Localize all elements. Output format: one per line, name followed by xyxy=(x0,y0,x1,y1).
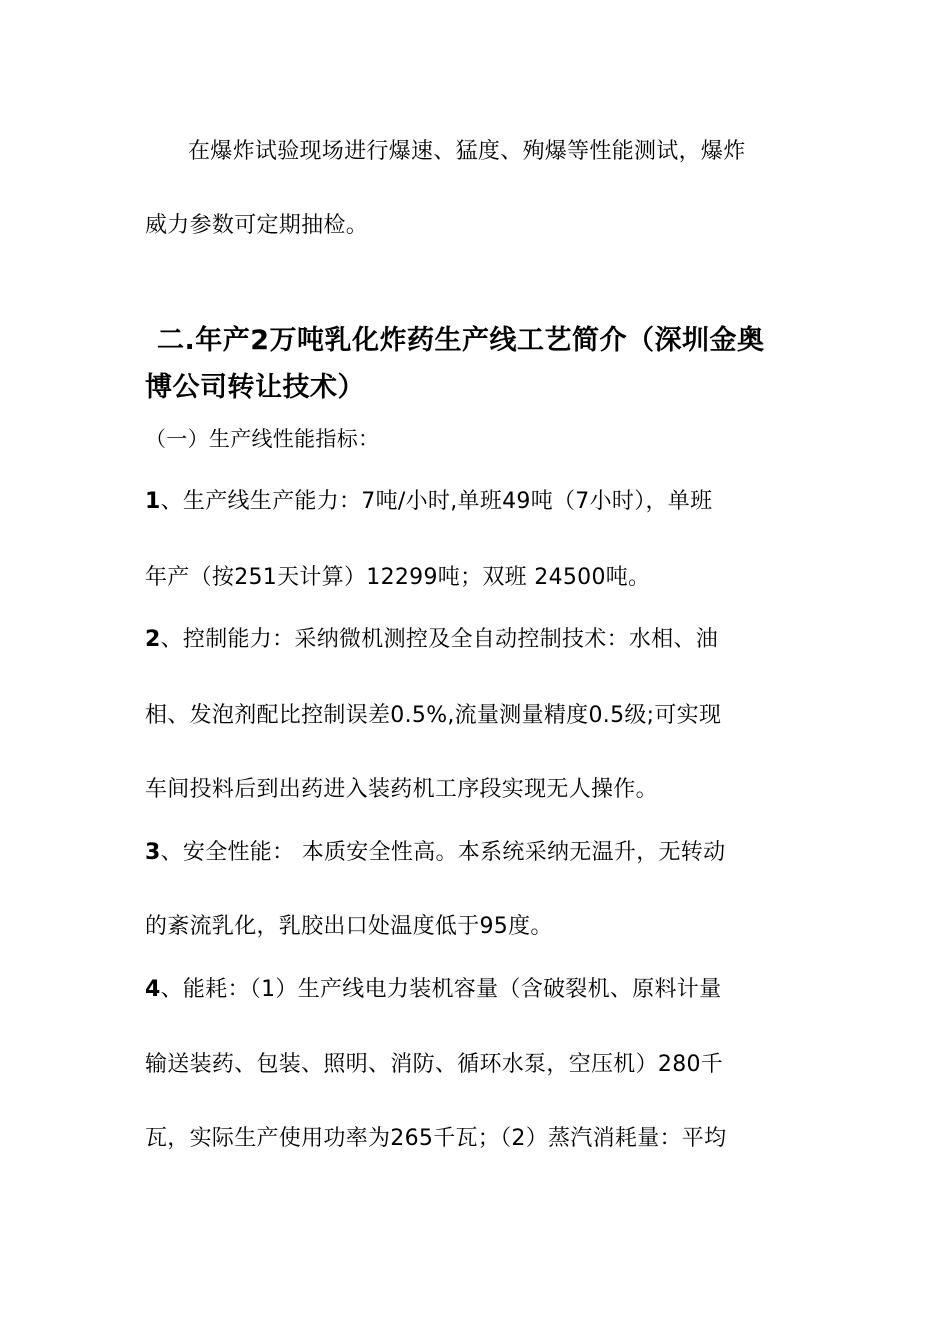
item-2-line-1 xyxy=(145,625,718,655)
item-number: 4 xyxy=(145,977,161,1002)
item-3-line-1 xyxy=(145,838,725,868)
item-4-line-2: 输送装药、包装、照明、消防、循环水泵，空压机）280千 xyxy=(145,1052,724,1077)
item-4-line-1 xyxy=(145,975,721,1005)
section-title-line-1: 二.年产2万吨乳化炸药生产线工艺简介（深圳金奥 xyxy=(157,325,765,356)
item-1-line-1 xyxy=(145,487,712,517)
section-subtitle: （一）生产线性能指标： xyxy=(145,427,380,451)
item-text: 、生产线生产能力：7吨/小时,单班49吨（7小时），单班 xyxy=(160,489,713,514)
item-text: 、能耗：（1）生产线电力装机容量（含破裂机、原料计量 xyxy=(160,977,722,1002)
item-number: 3 xyxy=(145,840,161,865)
item-1-line-2: 年产（按251天计算）12299吨；双班 24500吨。 xyxy=(145,565,651,590)
item-number: 1 xyxy=(145,489,161,514)
item-text: 、控制能力：采纳微机测控及全自动控制技术：水相、油 xyxy=(160,627,719,652)
item-4-line-3: 瓦，实际生产使用功率为265千瓦；（2）蒸汽消耗量：平均 xyxy=(145,1126,727,1151)
section-title-line-2: 博公司转让技术） xyxy=(145,372,365,403)
item-2-line-2: 相、发泡剂配比控制误差0.5%,流量测量精度0.5级;可实现 xyxy=(145,703,722,728)
item-3-line-2: 的紊流乳化，乳胶出口处温度低于95度。 xyxy=(145,914,553,939)
intro-line-1: 在爆炸试验现场进行爆速、猛度、殉爆等性能测试，爆炸 xyxy=(188,139,746,164)
item-text: 、安全性能： 本质安全性高。本系统采纳无温升，无转动 xyxy=(160,840,726,865)
intro-line-2: 威力参数可定期抽检。 xyxy=(145,213,369,238)
item-2-line-3: 车间投料后到出药进入装药机工序段实现无人操作。 xyxy=(145,777,658,802)
item-number: 2 xyxy=(145,627,161,652)
